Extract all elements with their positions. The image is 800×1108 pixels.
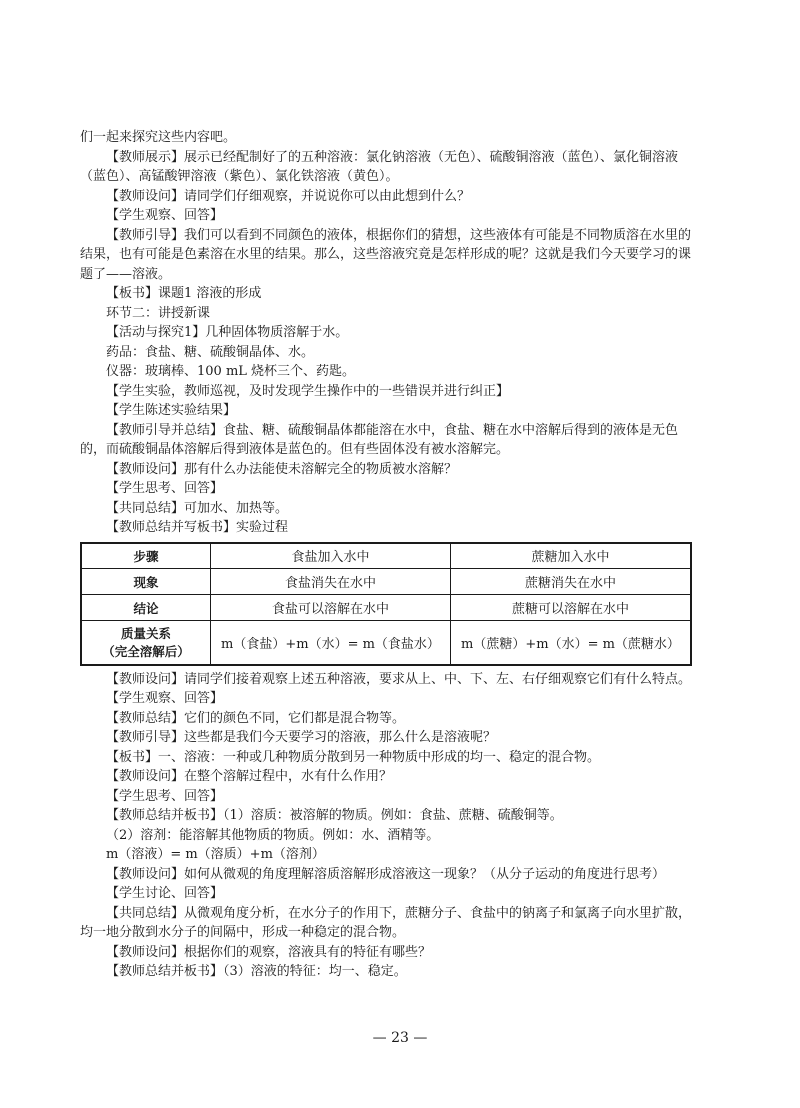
table-row-header: 步骤	[81, 543, 211, 569]
paragraph: 【共同总结】可加水、加热等。	[106, 500, 289, 516]
paragraph: 【板书】一、溶液：一种或几种物质分散到另一种物质中形成的均一、稳定的混合物。	[106, 749, 601, 765]
paragraph: 【活动与探究1】几种固体物质溶解于水。	[106, 325, 349, 340]
paragraph: 【教师总结】它们的颜色不同，它们都是混合物等。	[106, 710, 406, 726]
paragraph: （2）溶剂：能溶解其他物质的物质。例如：水、酒精等。	[106, 827, 440, 843]
table-row-header: 现象	[81, 569, 211, 595]
text-before-table	[80, 128, 700, 538]
table-cell-salt: 食盐可以溶解在水中	[211, 595, 451, 621]
table-row	[81, 569, 691, 595]
paragraph: 【学生实验，教师巡视，及时发现学生操作中的一些错误并进行纠正】	[106, 383, 510, 399]
paragraph: 【教师展示】展示已经配制好了的五种溶液：氯化钠溶液（无色）、硫酸铜溶液（蓝色）、氯化铜溶液（蓝色）、高锰酸钾溶液（紫色）、氯化铁溶液（黄色）。	[80, 149, 679, 184]
paragraph: 们一起来探究这些内容吧。	[80, 130, 237, 145]
paragraph: 【学生观察、回答】	[106, 208, 224, 223]
paragraph: m（溶液）= m（溶质）+m（溶剂）	[106, 847, 325, 862]
paragraph: 【教师设问】请同学们仔细观察，并说说你可以由此想到什么？	[106, 188, 471, 204]
page-number: — 23 —	[372, 1030, 428, 1046]
table-cell-sugar: 蔗糖可以溶解在水中	[450, 595, 691, 621]
paragraph: 【教师设问】在整个溶解过程中，水有什么作用？	[106, 769, 393, 784]
paragraph: 【学生思考、回答】	[106, 788, 224, 804]
paragraph: 【学生观察、回答】	[106, 691, 224, 706]
page-content	[80, 128, 700, 982]
table-row	[81, 543, 691, 569]
paragraph: 【教师引导】这些都是我们今天要学习的溶液，那么什么是溶液呢？	[106, 730, 497, 745]
table-cell-sugar: 蔗糖加入水中	[450, 543, 691, 569]
paragraph: 环节二：讲授新课	[106, 305, 211, 321]
paragraph: 【教师设问】根据你们的观察，溶液具有的特征有哪些？	[106, 944, 432, 960]
paragraph: 【教师总结并写板书】实验过程	[106, 520, 289, 535]
table-cell-sugar: m（蔗糖）+m（水）= m（蔗糖水）	[450, 621, 691, 665]
paragraph: 仪器：玻璃棒、100 mL 烧杯三个、药匙。	[106, 364, 356, 379]
table-row-header: 结论	[81, 595, 211, 621]
paragraph: 【教师引导】我们可以看到不同颜色的液体，根据你们的猜想，这些液体有可能是不同物质溶在水里的结果，也有可能是色素溶在水里的结果。那么，这些溶液究竟是怎样形成的呢？这就是我们今天要学习的课题了——溶液。	[80, 227, 692, 282]
table-row-header: 质量关系 （完全溶解后）	[81, 621, 211, 665]
paragraph: 药品：食盐、糖、硫酸铜晶体、水。	[106, 344, 315, 360]
paragraph: 【教师设问】那有什么办法能使未溶解完全的物质被水溶解？	[106, 461, 458, 477]
paragraph: 【教师设问】如何从微观的角度理解溶质溶解形成溶液这一现象？（从分子运动的角度进行思考）	[106, 866, 666, 882]
text-after-table	[80, 670, 700, 982]
table-cell-salt: 食盐消失在水中	[211, 569, 451, 595]
table-cell-sugar: 蔗糖消失在水中	[450, 569, 691, 595]
paragraph: 【学生陈述实验结果】	[106, 403, 237, 418]
table-cell-salt: 食盐加入水中	[211, 543, 451, 569]
table-cell-salt: m（食盐）+m（水）= m（食盐水）	[211, 621, 451, 665]
paragraph: 【学生思考、回答】	[106, 481, 224, 496]
paragraph: 【板书】课题1 溶液的形成	[106, 286, 262, 301]
paragraph: 【教师总结并板书】（3）溶液的特征：均一、稳定。	[106, 964, 407, 979]
paragraph: 【教师设问】请同学们接着观察上述五种溶液，要求从上、中、下、左、右仔细观察它们有什么特点。	[106, 671, 692, 687]
paragraph: 【共同总结】从微观角度分析，在水分子的作用下，蔗糖分子、食盐中的钠离子和氯离子向水里扩散，均一地分散到水分子的间隔中，形成一种稳定的混合物。	[80, 905, 692, 940]
table-row	[81, 595, 691, 621]
table-row	[81, 621, 691, 665]
experiment-table	[80, 542, 692, 666]
paragraph: 【教师引导并总结】食盐、糖、硫酸铜晶体都能溶在水中，食盐、糖在水中溶解后得到的液体是无色的，而硫酸铜晶体溶解后得到液体是蓝色的。但有些固体没有被水溶解完。	[80, 422, 679, 457]
paragraph: 【教师总结并板书】（1）溶质：被溶解的物质。例如：食盐、蔗糖、硫酸铜等。	[106, 808, 563, 823]
paragraph: 【学生讨论、回答】	[106, 886, 224, 901]
